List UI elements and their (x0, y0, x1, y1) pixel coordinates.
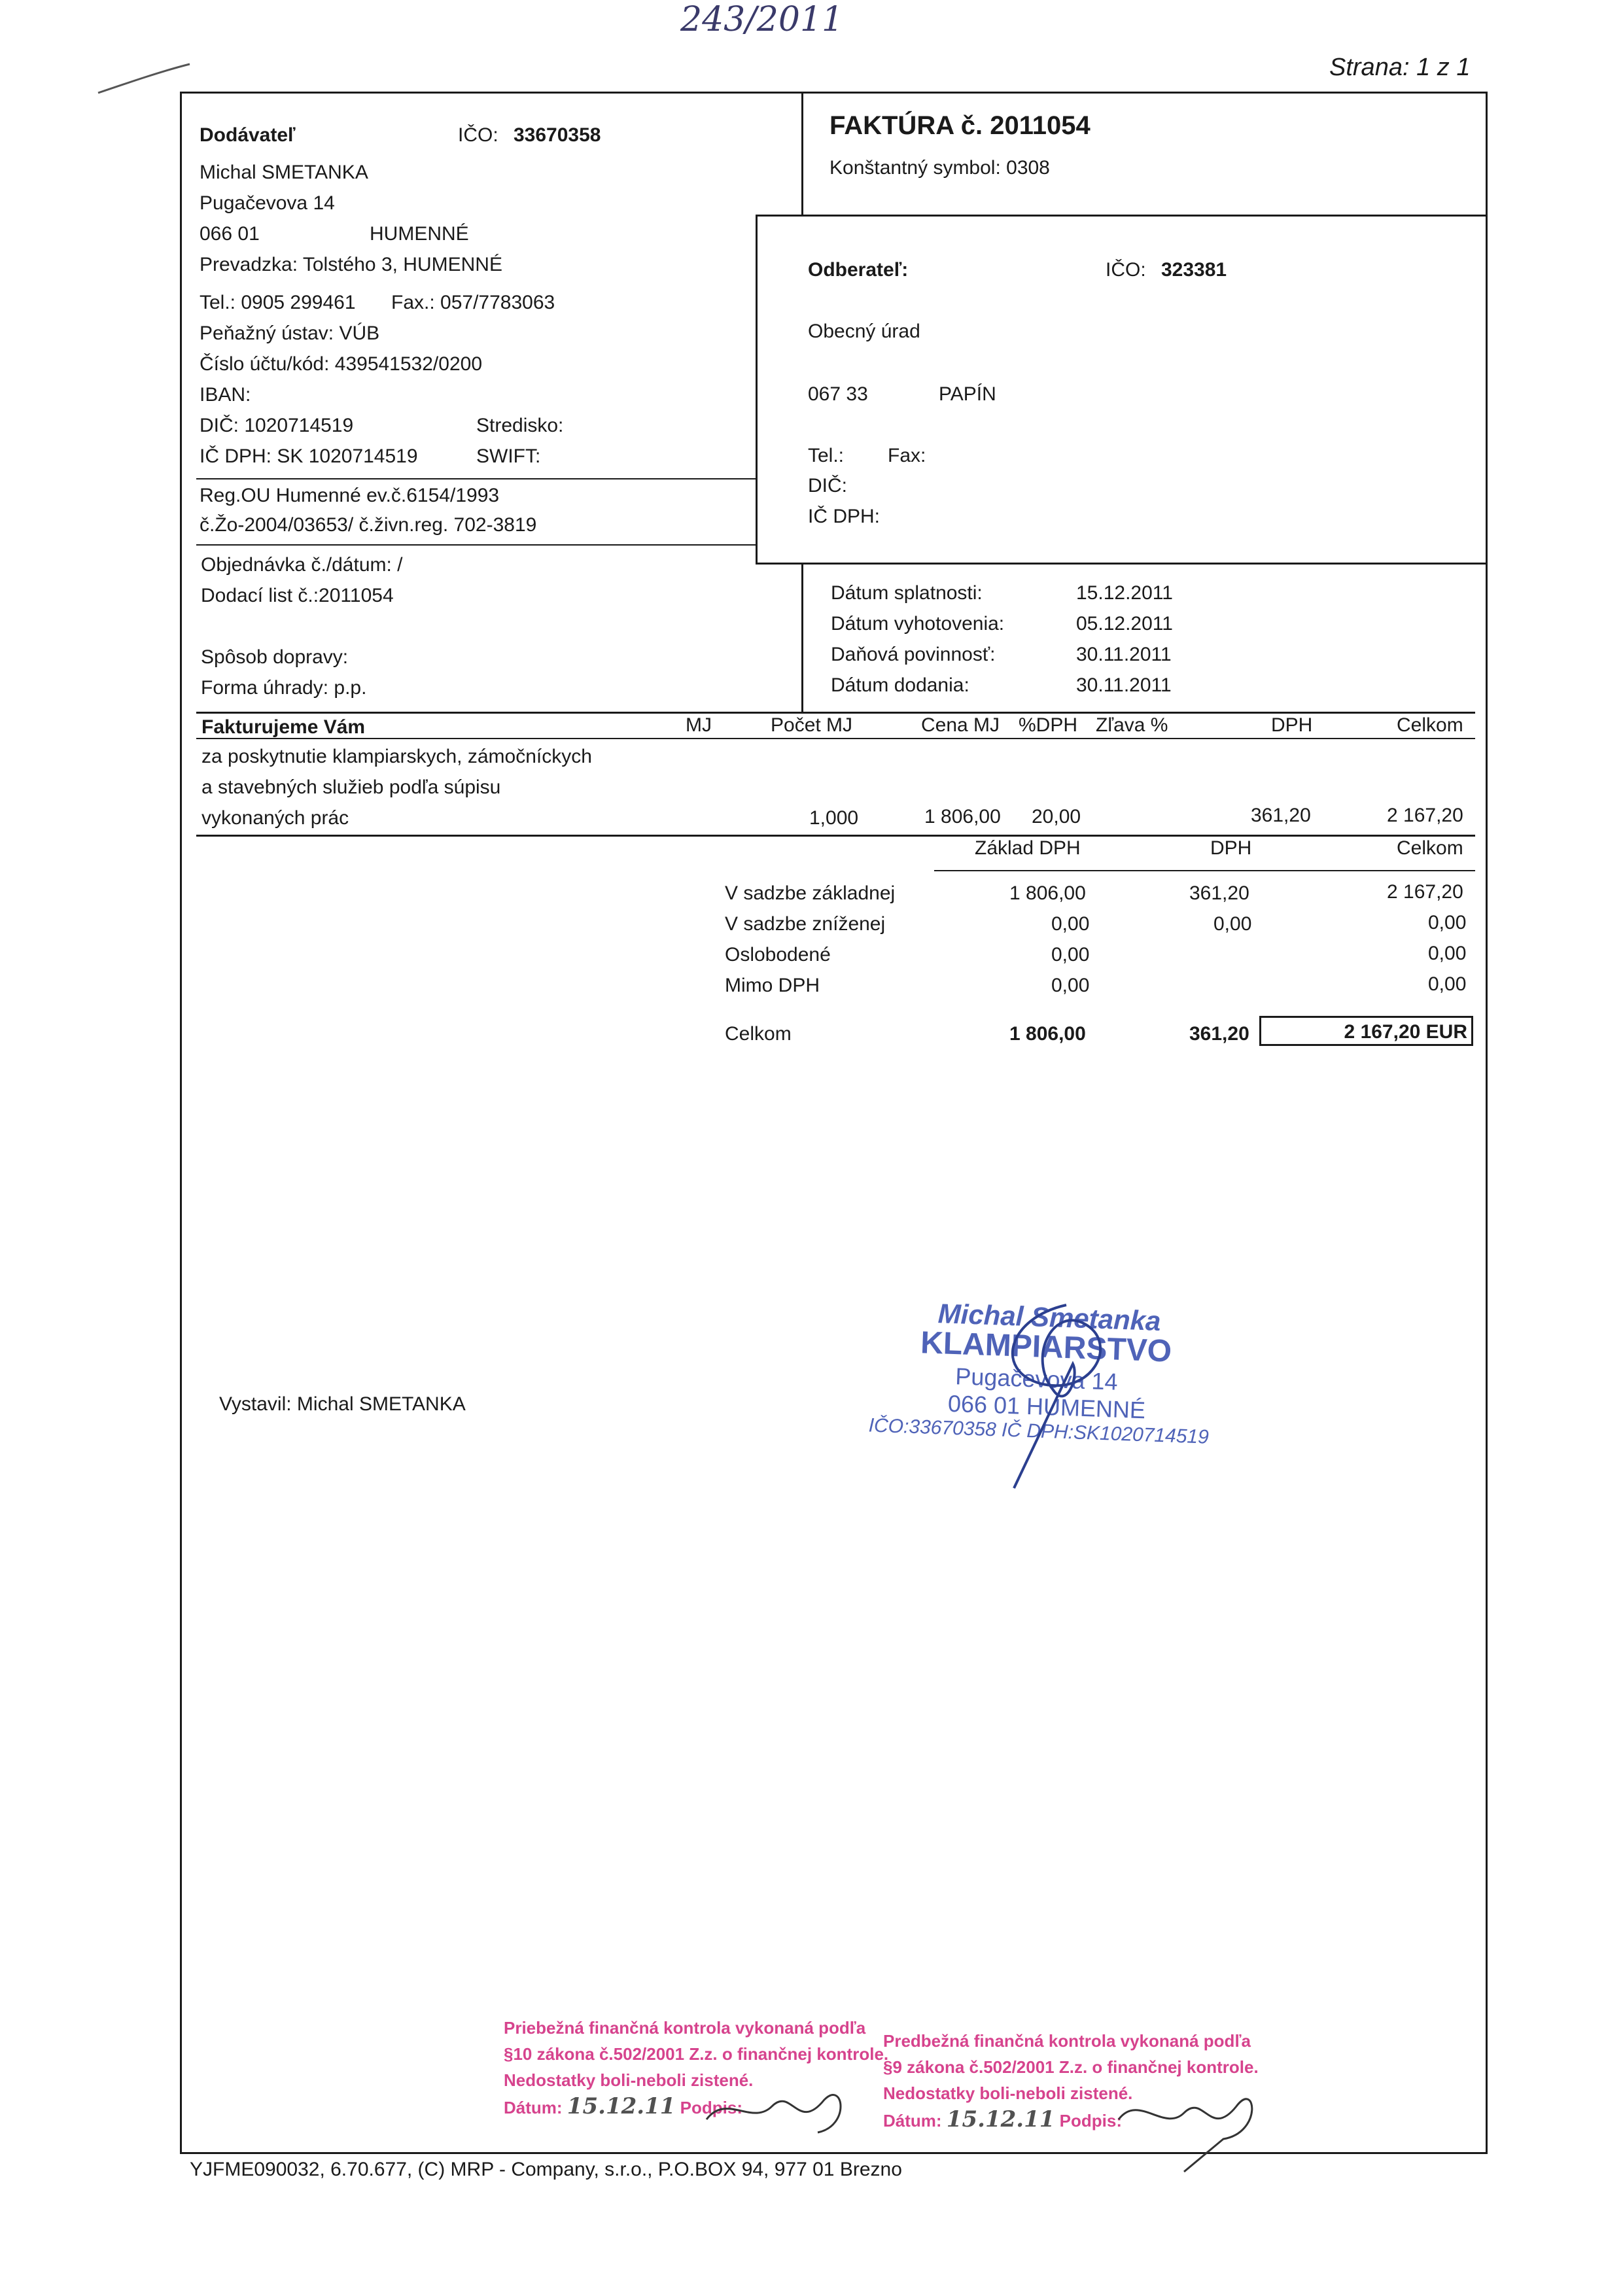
summary-total-amount: 2 167,20 EUR (1344, 1021, 1467, 1043)
summary-total-label: Celkom (725, 1023, 792, 1045)
item-qty: 1,000 (809, 807, 859, 829)
supplier-city: HUMENNÉ (370, 223, 469, 245)
frame-bottom (180, 2152, 1488, 2154)
summary-base: 1 806,00 (1009, 882, 1086, 904)
customer-city: PAPÍN (939, 383, 996, 405)
control-stamp-left-date: 15.12.11 (567, 2093, 676, 2119)
date-value: 15.12.2011 (1076, 582, 1173, 604)
supplier-iban: IBAN: (200, 384, 251, 406)
items-header-qty: Počet MJ (771, 714, 853, 736)
supplier-reg-bottom (196, 544, 756, 546)
summary-header-total: Celkom (1397, 837, 1463, 859)
stamp-city: 066 01 HUMENNÉ (947, 1389, 1146, 1424)
constant-symbol: Konštantný symbol: 0308 (829, 157, 1050, 179)
control-stamp-right-date-label: Dátum: (883, 2111, 942, 2131)
signature-left (700, 2080, 857, 2139)
summary-total: 0,00 (1428, 943, 1467, 964)
items-header-bottom (196, 738, 1475, 739)
stamp-signature (968, 1298, 1138, 1495)
control-stamp-right-line: Nedostatky boli-neboli zistené. (883, 2083, 1133, 2103)
supplier-reg-top (196, 478, 756, 479)
control-stamp-left-date-label: Dátum: (504, 2098, 563, 2117)
date-value: 05.12.2011 (1076, 613, 1173, 635)
summary-total-vat: 361,20 (1189, 1023, 1249, 1045)
supplier-premises: Prevadzka: Tolstého 3, HUMENNÉ (200, 254, 502, 275)
page-label: Strana: 1 z 1 (1329, 54, 1471, 81)
supplier-tel: Tel.: 0905 299461 (200, 292, 356, 313)
supplier-reg1: Reg.OU Humenné ev.č.6154/1993 (200, 485, 500, 506)
header-divider (801, 92, 803, 216)
customer-box-top (756, 215, 1487, 217)
date-value: 30.11.2011 (1076, 674, 1172, 696)
items-bottom-line (196, 835, 1475, 837)
item-desc-line: a stavebných služieb podľa súpisu (201, 776, 501, 798)
control-stamp-left-line: Nedostatky boli-neboli zistené. (504, 2070, 754, 2090)
item-desc-line: vykonaných prác (201, 807, 349, 829)
summary-header-vat: DPH (1210, 837, 1252, 859)
control-stamp-right-sign-label: Podpis: (1059, 2111, 1122, 2131)
customer-icdph: IČ DPH: (808, 506, 881, 527)
items-header-vat: DPH (1271, 714, 1313, 736)
supplier-icdph: IČ DPH: SK 1020714519 (200, 445, 418, 467)
payment-form: Forma úhrady: p.p. (201, 677, 367, 699)
summary-label: V sadzbe zníženej (725, 913, 886, 935)
signature-right (1112, 2074, 1269, 2178)
supplier-title: Dodávateľ (200, 124, 296, 146)
customer-box-left (756, 215, 758, 565)
date-label: Dátum splatnosti: (831, 582, 983, 604)
summary-base: 0,00 (1051, 975, 1090, 996)
supplier-dic: DIČ: 1020714519 (200, 415, 354, 436)
frame-left (180, 92, 182, 2153)
frame-top (180, 92, 1488, 94)
summary-vat: 0,00 (1213, 913, 1252, 935)
customer-zip: 067 33 (808, 383, 868, 405)
item-vat: 361,20 (1251, 805, 1311, 826)
customer-fax: Fax: (888, 445, 926, 466)
supplier-street: Pugačevova 14 (200, 192, 335, 214)
items-header-top (196, 712, 1475, 714)
order-line: Objednávka č./dátum: / (201, 554, 403, 576)
stamp-ids: IČO:33670358 IČ DPH:SK1020714519 (868, 1414, 1210, 1448)
footer-text: YJFME090032, 6.70.677, (C) MRP - Company, s.r.o., P.O.BOX 94, 977 01 Brezno (190, 2159, 902, 2180)
item-price: 1 806,00 (924, 806, 1001, 827)
control-stamp-right-line: Predbežná finančná kontrola vykonaná podľa (883, 2031, 1251, 2051)
supplier-center: Stredisko: (476, 415, 564, 436)
control-stamp-left-sign-label: Podpis: (680, 2098, 742, 2117)
item-total: 2 167,20 (1387, 805, 1463, 826)
date-label: Dátum vyhotovenia: (831, 613, 1005, 635)
issued-by: Vystavil: Michal SMETANKA (219, 1393, 466, 1415)
customer-title: Odberateľ: (808, 259, 909, 281)
dates-divider (801, 563, 803, 713)
summary-vat: 361,20 (1189, 882, 1249, 904)
supplier-bank: Peňažný ústav: VÚB (200, 322, 380, 344)
control-stamp-right-line: §9 zákona č.502/2001 Z.z. o finančnej kontrole. (883, 2057, 1259, 2077)
date-label: Dátum dodania: (831, 674, 969, 696)
frame-right (1486, 92, 1488, 2153)
customer-name: Obecný úrad (808, 321, 920, 342)
supplier-ico: 33670358 (514, 124, 601, 146)
control-stamp-right-date: 15.12.11 (946, 2106, 1055, 2132)
items-header-desc: Fakturujeme Vám (201, 716, 366, 738)
control-stamp-left-line: Priebežná finančná kontrola vykonaná podľa (504, 2018, 866, 2038)
summary-base: 0,00 (1051, 944, 1090, 965)
date-value: 30.11.2011 (1076, 644, 1172, 665)
delivery-note: Dodací list č.:2011054 (201, 585, 394, 606)
summary-header-line (934, 870, 1475, 871)
customer-box-bottom (756, 563, 1487, 565)
stamp-street: Pugačevova 14 (954, 1363, 1119, 1395)
supplier-ico-label: IČO: (458, 124, 498, 146)
items-header-vat-pct: %DPH (1019, 714, 1078, 736)
summary-total: 2 167,20 (1387, 881, 1463, 903)
customer-tel: Tel.: (808, 445, 845, 466)
total-amount-box (1259, 1016, 1473, 1046)
stamp-name: Michal Smetanka (937, 1298, 1162, 1337)
transport: Spôsob dopravy: (201, 646, 349, 668)
items-header-discount: Zľava % (1096, 714, 1168, 736)
supplier-zip: 066 01 (200, 223, 260, 245)
summary-total: 0,00 (1428, 973, 1467, 995)
items-header-price: Cena MJ (921, 714, 1000, 736)
date-label: Daňová povinnosť: (831, 644, 996, 665)
supplier-swift: SWIFT: (476, 445, 541, 467)
item-vat-pct: 20,00 (1032, 806, 1081, 827)
summary-total: 0,00 (1428, 912, 1467, 933)
supplier-reg2: č.Žo-2004/03653/ č.živn.reg. 702-3819 (200, 514, 537, 536)
stamp-trade: KLAMPIARSTVO (920, 1325, 1172, 1369)
items-header-mj: MJ (686, 714, 712, 736)
summary-total-base: 1 806,00 (1009, 1023, 1086, 1045)
customer-dic: DIČ: (808, 475, 847, 496)
summary-label: Mimo DPH (725, 975, 820, 996)
summary-label: V sadzbe základnej (725, 882, 896, 904)
invoice-title: FAKTÚRA č. 2011054 (829, 111, 1091, 140)
control-stamp-left-line: §10 zákona č.502/2001 Z.z. o finančnej kontrole. (504, 2044, 889, 2064)
item-desc-line: za poskytnutie klampiarskych, zámočníckych (201, 746, 592, 767)
supplier-account: Číslo účtu/kód: 439541532/0200 (200, 353, 482, 375)
summary-label: Oslobodené (725, 944, 831, 965)
handwritten-reference: 243/2011 (680, 0, 844, 39)
supplier-name: Michal SMETANKA (200, 162, 368, 183)
summary-header-base: Základ DPH (975, 837, 1081, 859)
customer-ico: 323381 (1161, 259, 1227, 281)
summary-base: 0,00 (1051, 913, 1090, 935)
customer-ico-label: IČO: (1106, 259, 1146, 281)
supplier-fax: Fax.: 057/7783063 (391, 292, 555, 313)
items-header-total: Celkom (1397, 714, 1463, 736)
